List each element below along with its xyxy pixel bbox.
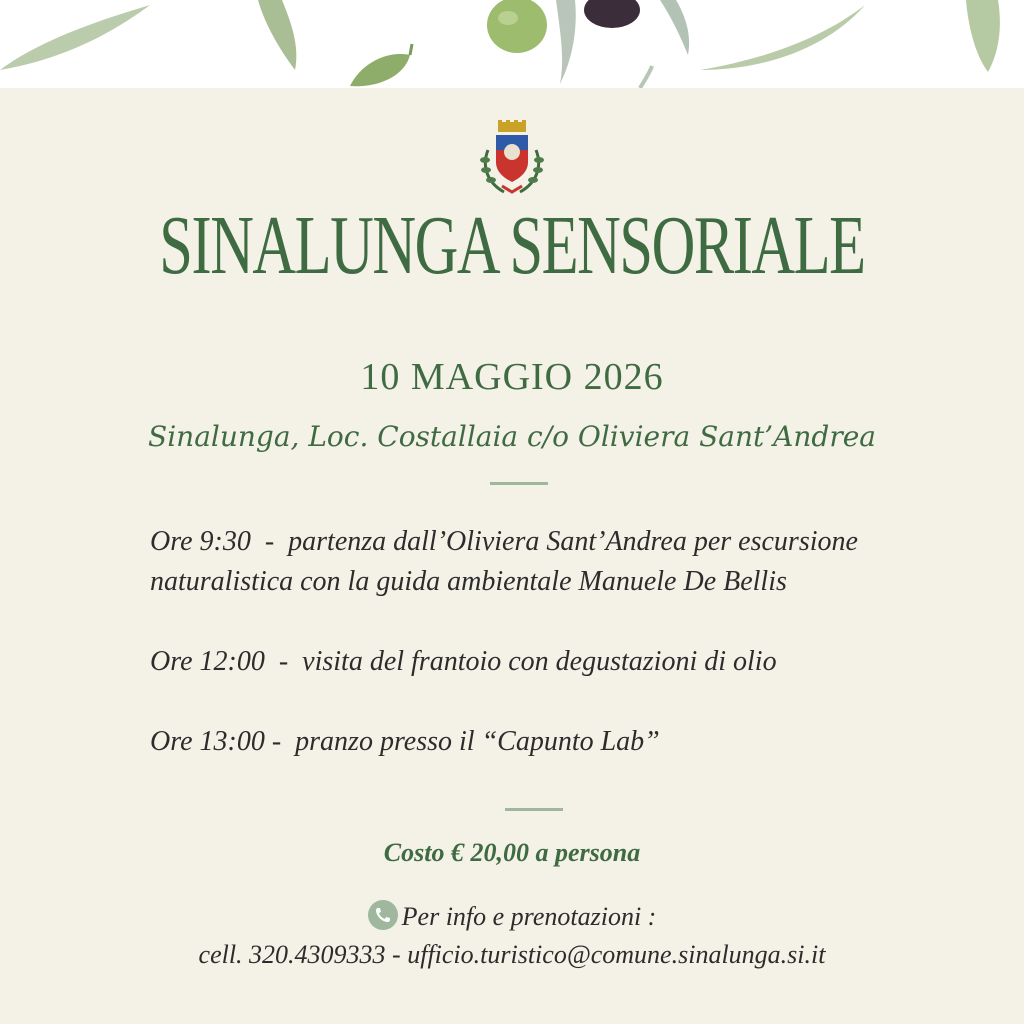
olive-branch-banner: [0, 0, 1024, 88]
schedule-line: Ore 12:00 - visita del frantoio con degustazioni di olio: [150, 646, 777, 677]
event-location: Sinalunga, Loc. Costallaia c/o Oliviera Sant’Andrea: [148, 420, 876, 453]
coat-of-arms-icon: [474, 120, 550, 198]
whatsapp-phone-icon: [368, 900, 398, 930]
event-date: 10 MAGGIO 2026: [360, 356, 664, 398]
schedule-line: Ore 13:00 - pranzo presso il “Capunto Lab”: [150, 726, 660, 757]
schedule-item-2: [150, 722, 950, 762]
schedule-line: Ore 9:30 - partenza dall’Oliviera Sant’Andrea per escursione: [150, 526, 858, 557]
info-block: [0, 898, 1024, 974]
schedule-item-0: [150, 522, 950, 602]
schedule-line: naturalistica con la guida ambientale Manuele De Bellis: [150, 566, 787, 597]
info-heading: Per info e prenotazioni :: [401, 902, 657, 931]
event-title: SINALUNGA SENSORIALE: [159, 199, 865, 292]
divider-top: [490, 482, 548, 485]
schedule-item-1: [150, 642, 950, 682]
info-contact: cell. 320.4309333 - ufficio.turistico@comune.sinalunga.si.it: [198, 940, 826, 969]
info-heading-row: [0, 898, 1024, 936]
event-cost: Costo € 20,00 a persona: [383, 838, 641, 867]
olive-branch-icon: [0, 0, 1024, 88]
divider-bottom: [505, 808, 563, 811]
